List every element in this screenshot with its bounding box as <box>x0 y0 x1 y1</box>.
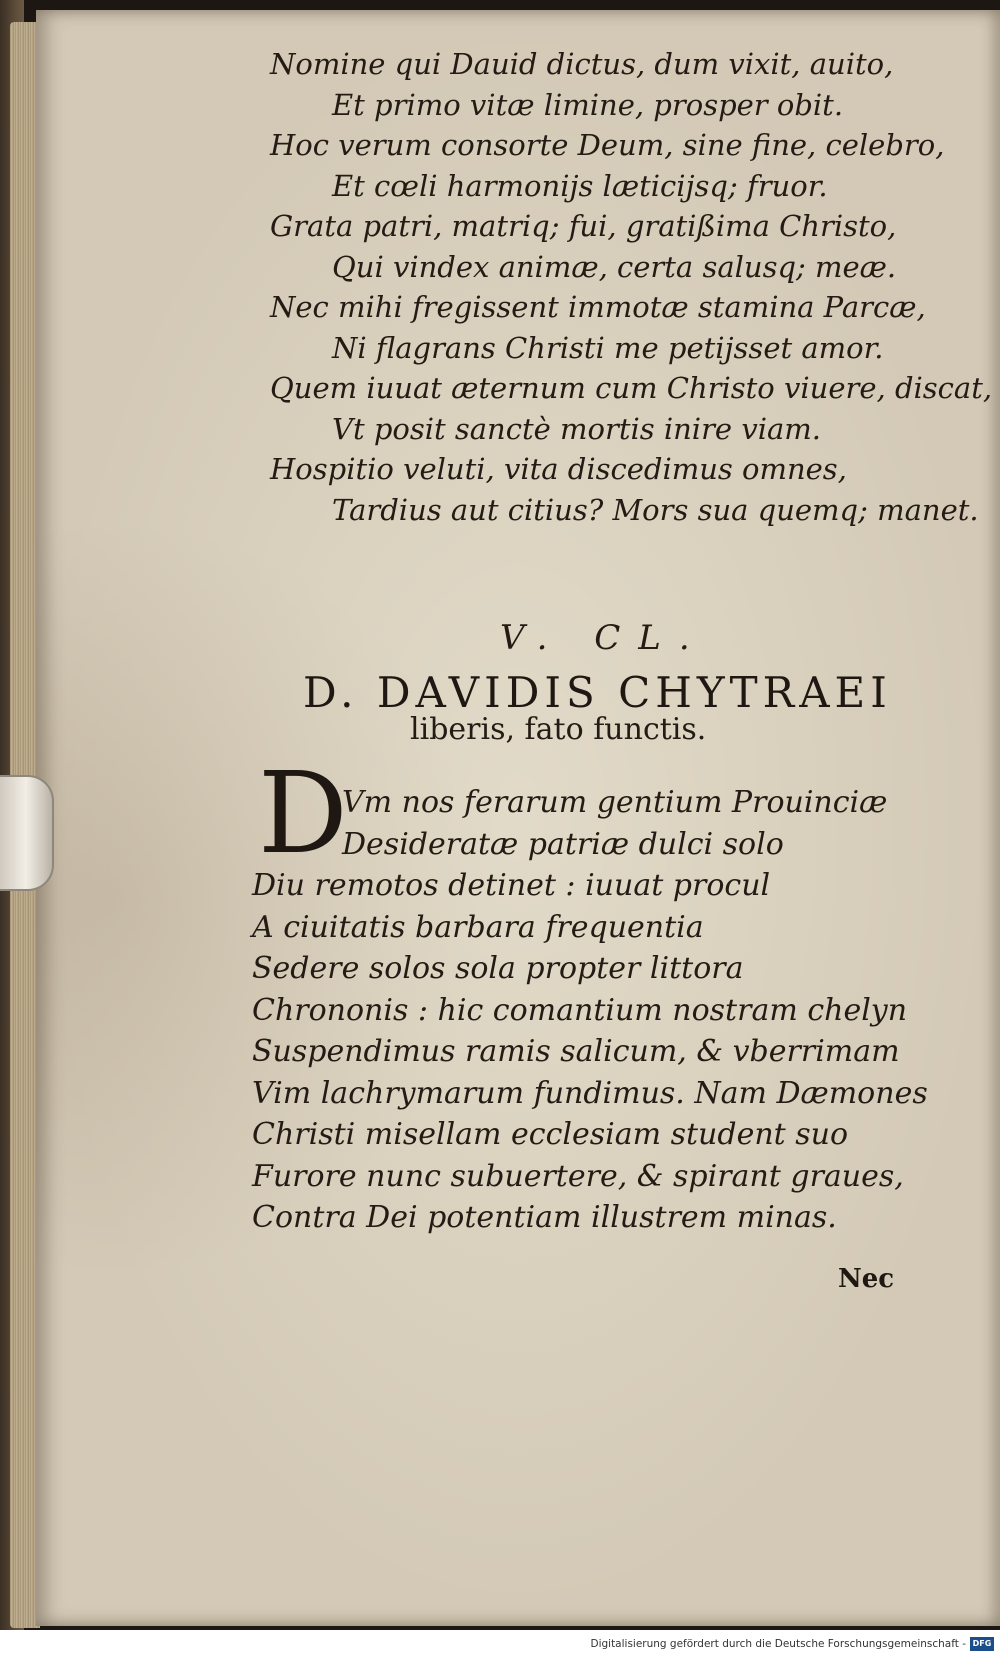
poem-line: Nec mihi fregissent immotæ stamina Parcæ, <box>270 290 926 324</box>
poem-line: Nomine qui Dauid dictus, dum vixit, auito, <box>270 47 894 81</box>
heading-vcl: V. CL. <box>500 618 708 658</box>
poem-line: Ni flagrans Christi me petijsset amor. <box>332 330 884 365</box>
verse-line: Chrononis : hic comantium nostram chelyn <box>252 992 908 1028</box>
poem-line: Grata patri, matriq; fui, gratißima Christo, <box>270 209 897 243</box>
dfg-logo-icon: DFG <box>970 1637 994 1651</box>
poem-line: Hoc verum consorte Deum, sine fine, celebro, <box>270 128 945 162</box>
poem-line: Tardius aut citius? Mors sua quemq; manet. <box>332 492 979 527</box>
drop-cap: D <box>258 749 348 879</box>
poem-line: Vt posit sanctè mortis inire viam. <box>332 411 821 446</box>
verse-line: Diu remotos detinet : iuuat procul <box>252 868 771 903</box>
poem-line: Hospitio veluti, vita discedimus omnes, <box>270 452 847 486</box>
verse-line: Sedere solos sola propter littora <box>252 951 744 986</box>
verse-line: Christi misellam ecclesiam student suo <box>252 1117 849 1152</box>
verse-line: Vm nos ferarum gentium Prouinciæ <box>342 785 888 820</box>
poem-line: Qui vindex animæ, certa salusq; meæ. <box>332 249 897 284</box>
poem-line: Et primo vitæ limine, prosper obit. <box>332 87 844 122</box>
page-subtitle: liberis, fato functis. <box>410 712 707 747</box>
verse-line: A ciuitatis barbara frequentia <box>252 909 704 945</box>
poem-line: Quem iuuat æternum cum Christo viuere, discat, <box>270 371 993 405</box>
verse-line: Contra Dei potentiam illustrem minas. <box>252 1200 837 1235</box>
page-title: D. DAVIDIS CHYTRAEI <box>303 668 892 717</box>
footer-credit: Digitalisierung gefördert durch die Deutsche Forschungsgemeinschaft - <box>590 1638 966 1650</box>
poem-block <box>270 44 993 530</box>
verse-line: Furore nunc subuertere, & spirant graues, <box>252 1158 904 1194</box>
verse-line: Suspendimus ramis salicum, & vberrimam <box>252 1034 900 1069</box>
catchword: Nec <box>838 1264 895 1294</box>
verse-line: Vim lachrymarum fundimus. Nam Dæmones <box>252 1075 928 1111</box>
book-clasp <box>0 775 54 891</box>
poem-line: Et cœli harmonijs læticijsq; fruor. <box>332 168 828 203</box>
digitization-footer <box>0 1630 1000 1656</box>
verse-block <box>252 782 928 1239</box>
verse-line: Desideratæ patriæ dulci solo <box>342 826 784 862</box>
